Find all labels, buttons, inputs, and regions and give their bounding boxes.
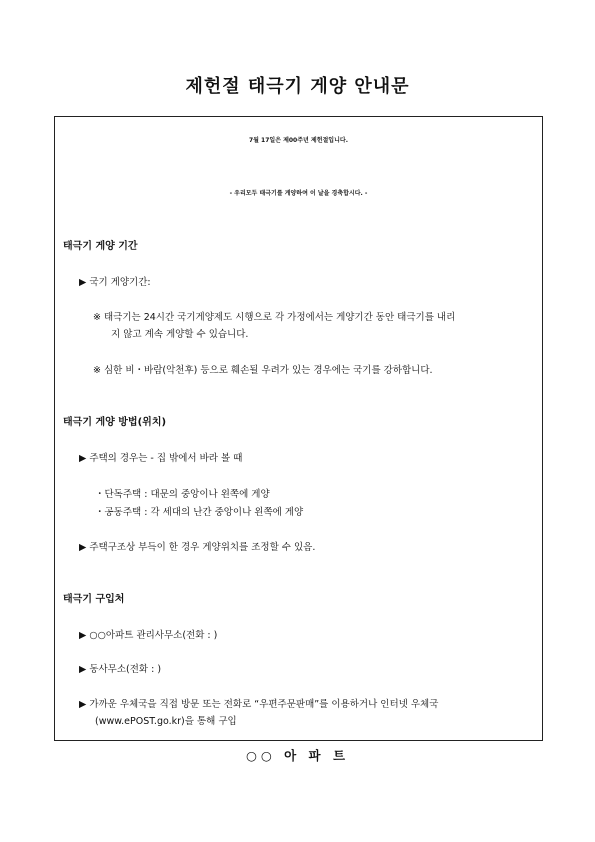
intro-line-2: - 우리모두 태극기를 게양하여 이 날을 경축합시다. - bbox=[229, 190, 368, 197]
note-24h-line-2: 지 않고 계속 게양할 수 있습니다. bbox=[111, 329, 249, 340]
list-item-post-line-1: ▶ 가까운 우체국을 직접 방문 또는 전화로 “우편주문판매”를 이용하거나 인터넷 우체국 bbox=[79, 699, 439, 710]
list-item-adjust: ▶ 주택구조상 부득이 한 경우 게양위치를 조정할 수 있음. bbox=[79, 542, 316, 553]
section-heading-period: 태극기 게양 기간 bbox=[63, 241, 138, 252]
list-item-office: ▶ ○○아파트 관리사무소(전화 : ) bbox=[79, 630, 218, 641]
intro-line-1: 7월 17일은 제00주년 제헌절입니다. bbox=[249, 137, 348, 144]
list-item-house: ▶ 주택의 경우는 - 집 밖에서 바라 볼 때 bbox=[79, 453, 243, 464]
sub-item-apartment: ・공동주택 : 각 세대의 난간 중앙이나 왼쪽에 게양 bbox=[95, 507, 304, 518]
list-item-community: ▶ 동사무소(전화 : ) bbox=[79, 664, 162, 675]
notice-box bbox=[54, 116, 543, 741]
section-heading-purchase: 태극기 구입처 bbox=[63, 594, 125, 605]
section-heading-method: 태극기 게양 방법(위치) bbox=[63, 417, 167, 428]
footer-signature: ○○ 아 파 트 bbox=[245, 748, 350, 763]
sub-item-detached: ・단독주택 : 대문의 중앙이나 왼쪽에 게양 bbox=[95, 489, 270, 500]
list-item-period: ▶ 국기 게양기간: bbox=[79, 277, 151, 288]
note-weather: ※ 심한 비・바람(악천후) 등으로 훼손될 우려가 있는 경우에는 국기를 강하합니다. bbox=[93, 365, 433, 376]
list-item-post-line-2: (www.ePOST.go.kr)을 통해 구입 bbox=[95, 716, 237, 727]
document-title: 제헌절 태극기 게양 안내문 bbox=[185, 76, 410, 97]
note-24h-line-1: ※ 태극기는 24시간 국기게양제도 시행으로 각 가정에서는 게양기간 동안 태극기를 내리 bbox=[93, 312, 456, 323]
